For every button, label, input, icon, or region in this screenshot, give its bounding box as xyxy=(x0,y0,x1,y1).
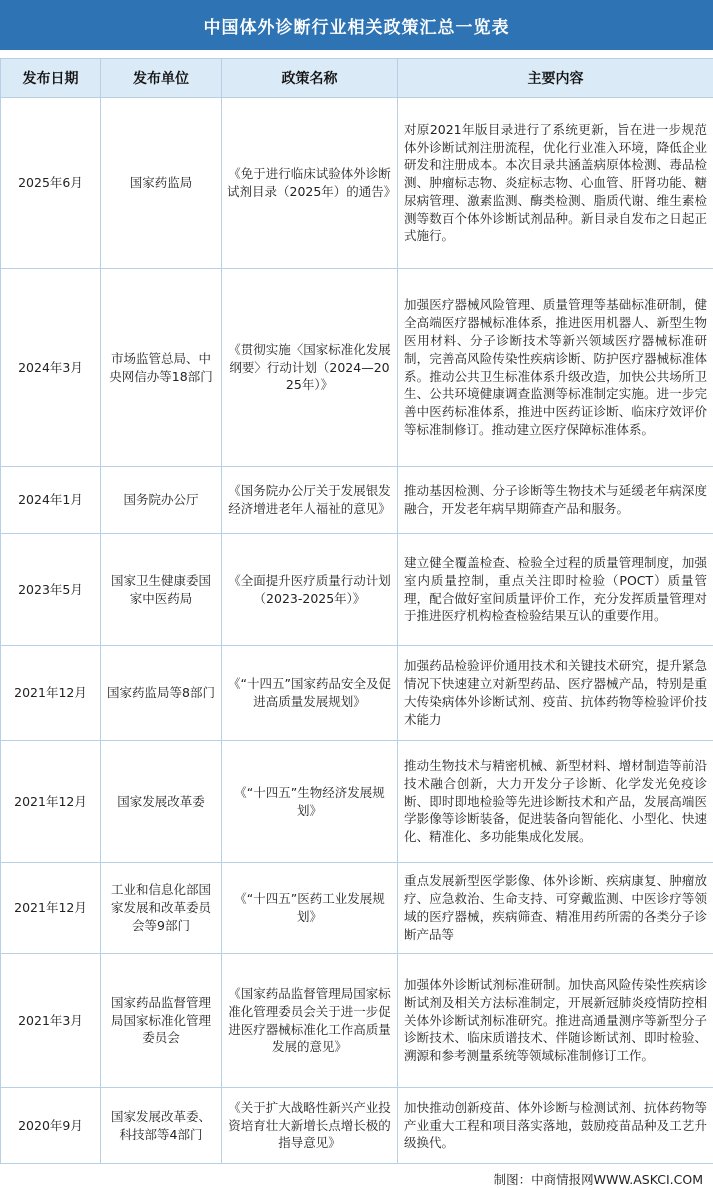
cell-date: 2024年3月 xyxy=(1,269,101,467)
table-row xyxy=(1,98,713,269)
cell-policy: 《国家药品监督管理局国家标准化管理委员会关于进一步促进医疗器械标准化工作高质量发展的意见》 xyxy=(222,954,398,1088)
cell-policy: 《免于进行临床试验体外诊断试剂目录（2025年）的通告》 xyxy=(222,98,398,269)
cell-policy: 《“十四五”医药工业发展规划》 xyxy=(222,863,398,954)
table-header-row xyxy=(1,59,713,98)
cell-date: 2021年12月 xyxy=(1,863,101,954)
table-row xyxy=(1,863,713,954)
source-footer: 制图：中商情报网WWW.ASKCI.COM xyxy=(0,1164,713,1188)
cell-date: 2023年5月 xyxy=(1,534,101,646)
cell-content: 加强药品检验评价通用技术和关键技术研究，提升紧急情况下快速建立对新型药品、医疗器械产品，特别是重大传染病体外诊断试剂、疫苗、抗体药物等检验评价技术能力 xyxy=(398,646,713,741)
cell-date: 2024年1月 xyxy=(1,467,101,534)
cell-unit: 国务院办公厅 xyxy=(101,467,222,534)
cell-content: 重点发展新型医学影像、体外诊断、疾病康复、肿瘤放疗、应急救治、生命支持、可穿戴监测、中医诊疗等领域的医疗器械，疾病筛查、精准用药所需的各类分子诊断产品等 xyxy=(398,863,713,954)
cell-policy: 《“十四五”国家药品安全及促进高质量发展规划》 xyxy=(222,646,398,741)
cell-content: 加强体外诊断试剂标准研制。加快高风险传染性疾病诊断试剂及相关方法标准制定，开展新冠肺炎疫情防控相关体外诊断试剂标准研究。推进高通量测序等新型分子诊断技术、临床质谱技术、伴随诊断试剂、即时检验、溯源和参考测量系统等领域标准制修订工作。 xyxy=(398,954,713,1088)
cell-date: 2021年12月 xyxy=(1,741,101,863)
title-gap xyxy=(0,50,713,58)
header-unit: 发布单位 xyxy=(101,59,222,98)
cell-unit: 国家发展改革委、科技部等4部门 xyxy=(101,1088,222,1164)
cell-policy: 《关于扩大战略性新兴产业投资培育壮大新增长点增长极的指导意见》 xyxy=(222,1088,398,1164)
cell-date: 2025年6月 xyxy=(1,98,101,269)
table-row xyxy=(1,534,713,646)
cell-unit: 国家发展改革委 xyxy=(101,741,222,863)
table-row xyxy=(1,646,713,741)
cell-content: 推动生物技术与精密机械、新型材料、增材制造等前沿技术融合创新，大力开发分子诊断、化学发光免疫诊断、即时即地检验等先进诊断技术和产品，发展高端医学影像等诊断装备，促进装备向智能化、小型化、快速化、精准化、多功能集成化发展。 xyxy=(398,741,713,863)
policy-table xyxy=(0,58,713,1164)
cell-date: 2020年9月 xyxy=(1,1088,101,1164)
cell-unit: 国家卫生健康委国家中医药局 xyxy=(101,534,222,646)
cell-policy: 《全面提升医疗质量行动计划（2023-2025年）》 xyxy=(222,534,398,646)
header-date: 发布日期 xyxy=(1,59,101,98)
table-row xyxy=(1,741,713,863)
cell-unit: 工业和信息化部国家发展和改革委员会等9部门 xyxy=(101,863,222,954)
table-row xyxy=(1,269,713,467)
table-row xyxy=(1,1088,713,1164)
table-row xyxy=(1,467,713,534)
cell-content: 建立健全覆盖检查、检验全过程的质量管理制度，加强室内质量控制，重点关注即时检验（POCT）质量管理，配合做好室间质量评价工作，充分发挥质量管理对于推进医疗机构检查检验结果互认的重要作用。 xyxy=(398,534,713,646)
header-policy: 政策名称 xyxy=(222,59,398,98)
cell-content: 加强医疗器械风险管理、质量管理等基础标准研制，健全高端医疗器械标准体系，推进医用机器人、新型生物医用材料、分子诊断技术等新兴领域医疗器械标准研制，完善高风险传染性疾病诊断、防护医疗器械标准体系。推动公共卫生标准体系升级改造，加快公共场所卫生、公共环境健康调查监测等标准制定实施。进一步完善中医药标准体系，推进中医药证诊断、临床疗效评价等标准制修订。推动建立医疗保障标准体系。 xyxy=(398,269,713,467)
cell-unit: 国家药监局 xyxy=(101,98,222,269)
header-content: 主要内容 xyxy=(398,59,713,98)
cell-content: 对原2021年版目录进行了系统更新，旨在进一步规范体外诊断试剂注册流程，优化行业准入环境，降低企业研发和注册成本。本次目录共涵盖病原体检测、毒品检测、肿瘤标志物、炎症标志物、心血管、肝肾功能、糖尿病管理、激素监测、酶类检测、脂质代谢、维生素检测等数百个体外诊断试剂品种。新目录自发布之日起正式施行。 xyxy=(398,98,713,269)
page-title: 中国体外诊断行业相关政策汇总一览表 xyxy=(0,0,713,50)
cell-unit: 市场监管总局、中央网信办等18部门 xyxy=(101,269,222,467)
cell-date: 2021年3月 xyxy=(1,954,101,1088)
cell-date: 2021年12月 xyxy=(1,646,101,741)
cell-unit: 国家药监局等8部门 xyxy=(101,646,222,741)
cell-content: 推动基因检测、分子诊断等生物技术与延缓老年病深度融合，开发老年病早期筛查产品和服务。 xyxy=(398,467,713,534)
cell-unit: 国家药品监督管理局国家标准化管理委员会 xyxy=(101,954,222,1088)
cell-content: 加快推动创新疫苗、体外诊断与检测试剂、抗体药物等产业重大工程和项目落实落地，鼓励疫苗品种及工艺升级换代。 xyxy=(398,1088,713,1164)
table-row xyxy=(1,954,713,1088)
cell-policy: 《“十四五”生物经济发展规划》 xyxy=(222,741,398,863)
cell-policy: 《贯彻实施〈国家标准化发展纲要〉行动计划（2024—2025年）》 xyxy=(222,269,398,467)
cell-policy: 《国务院办公厅关于发展银发经济增进老年人福祉的意见》 xyxy=(222,467,398,534)
